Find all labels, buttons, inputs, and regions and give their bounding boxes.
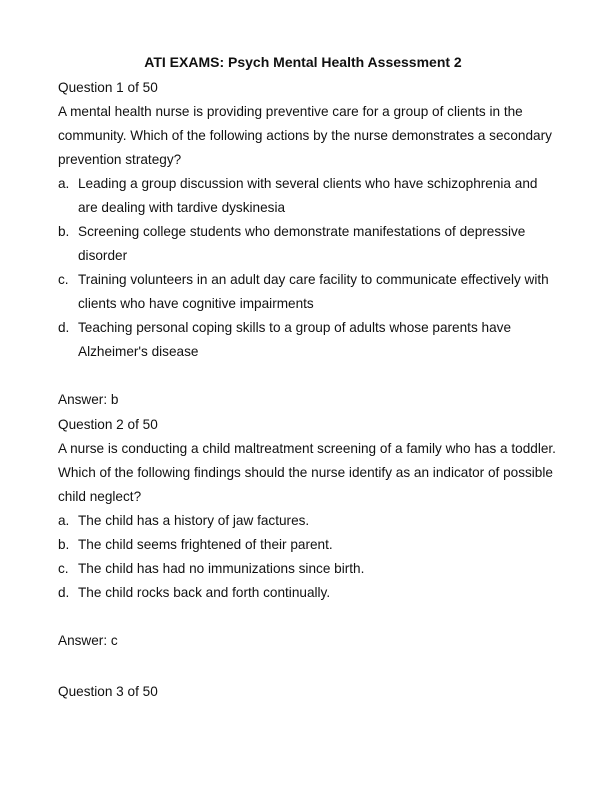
option-text: Screening college students who demonstrate manifestations of depressive disorder	[78, 224, 526, 263]
option-letter: b.	[58, 537, 70, 552]
option-text: The child has a history of jaw factures.	[78, 513, 310, 528]
option-text: Leading a group discussion with several clients who have schizophrenia and are dealing with tardive dyskinesia	[78, 176, 538, 215]
question-number: Question 1 of 50	[58, 80, 158, 95]
question-2	[58, 413, 558, 653]
option-b	[58, 533, 558, 557]
option-letter: b.	[58, 224, 70, 239]
option-text: The child rocks back and forth continually.	[78, 585, 331, 600]
option-letter: d.	[58, 320, 70, 335]
option-letter: a.	[58, 176, 70, 191]
option-c	[58, 557, 558, 581]
option-a	[58, 509, 558, 533]
question-stem: A mental health nurse is providing preventive care for a group of clients in the community. Which of the following actions by the nurse demonstrates a secondary prevention strategy?	[58, 104, 552, 167]
option-text: Training volunteers in an adult day care facility to communicate effectively with clients who have cognitive impairments	[78, 272, 549, 311]
option-d	[58, 316, 558, 364]
option-text: The child has had no immunizations since birth.	[78, 561, 365, 576]
option-letter: d.	[58, 585, 70, 600]
question-number: Question 3 of 50	[58, 684, 158, 699]
answer-text: Answer: c	[58, 633, 118, 648]
option-letter: c.	[58, 561, 69, 576]
option-text: Teaching personal coping skills to a group of adults whose parents have Alzheimer's disease	[78, 320, 512, 359]
option-a	[58, 172, 558, 220]
question-stem: A nurse is conducting a child maltreatment screening of a family who has a toddler. Which of the following findings should the nurse identify as an indicator of possible child neglect?	[58, 441, 556, 504]
answer-text: Answer: b	[58, 392, 119, 407]
question-number: Question 2 of 50	[58, 417, 158, 432]
answer-options	[58, 172, 558, 364]
option-text: The child seems frightened of their parent.	[78, 537, 333, 552]
option-c	[58, 268, 558, 316]
answer-options	[58, 509, 558, 605]
option-b	[58, 220, 558, 268]
document-title: ATI EXAMS: Psych Mental Health Assessment 2	[144, 54, 462, 70]
question-3	[58, 680, 558, 704]
question-1	[58, 76, 558, 412]
option-letter: c.	[58, 272, 69, 287]
option-d	[58, 581, 558, 605]
option-letter: a.	[58, 513, 70, 528]
